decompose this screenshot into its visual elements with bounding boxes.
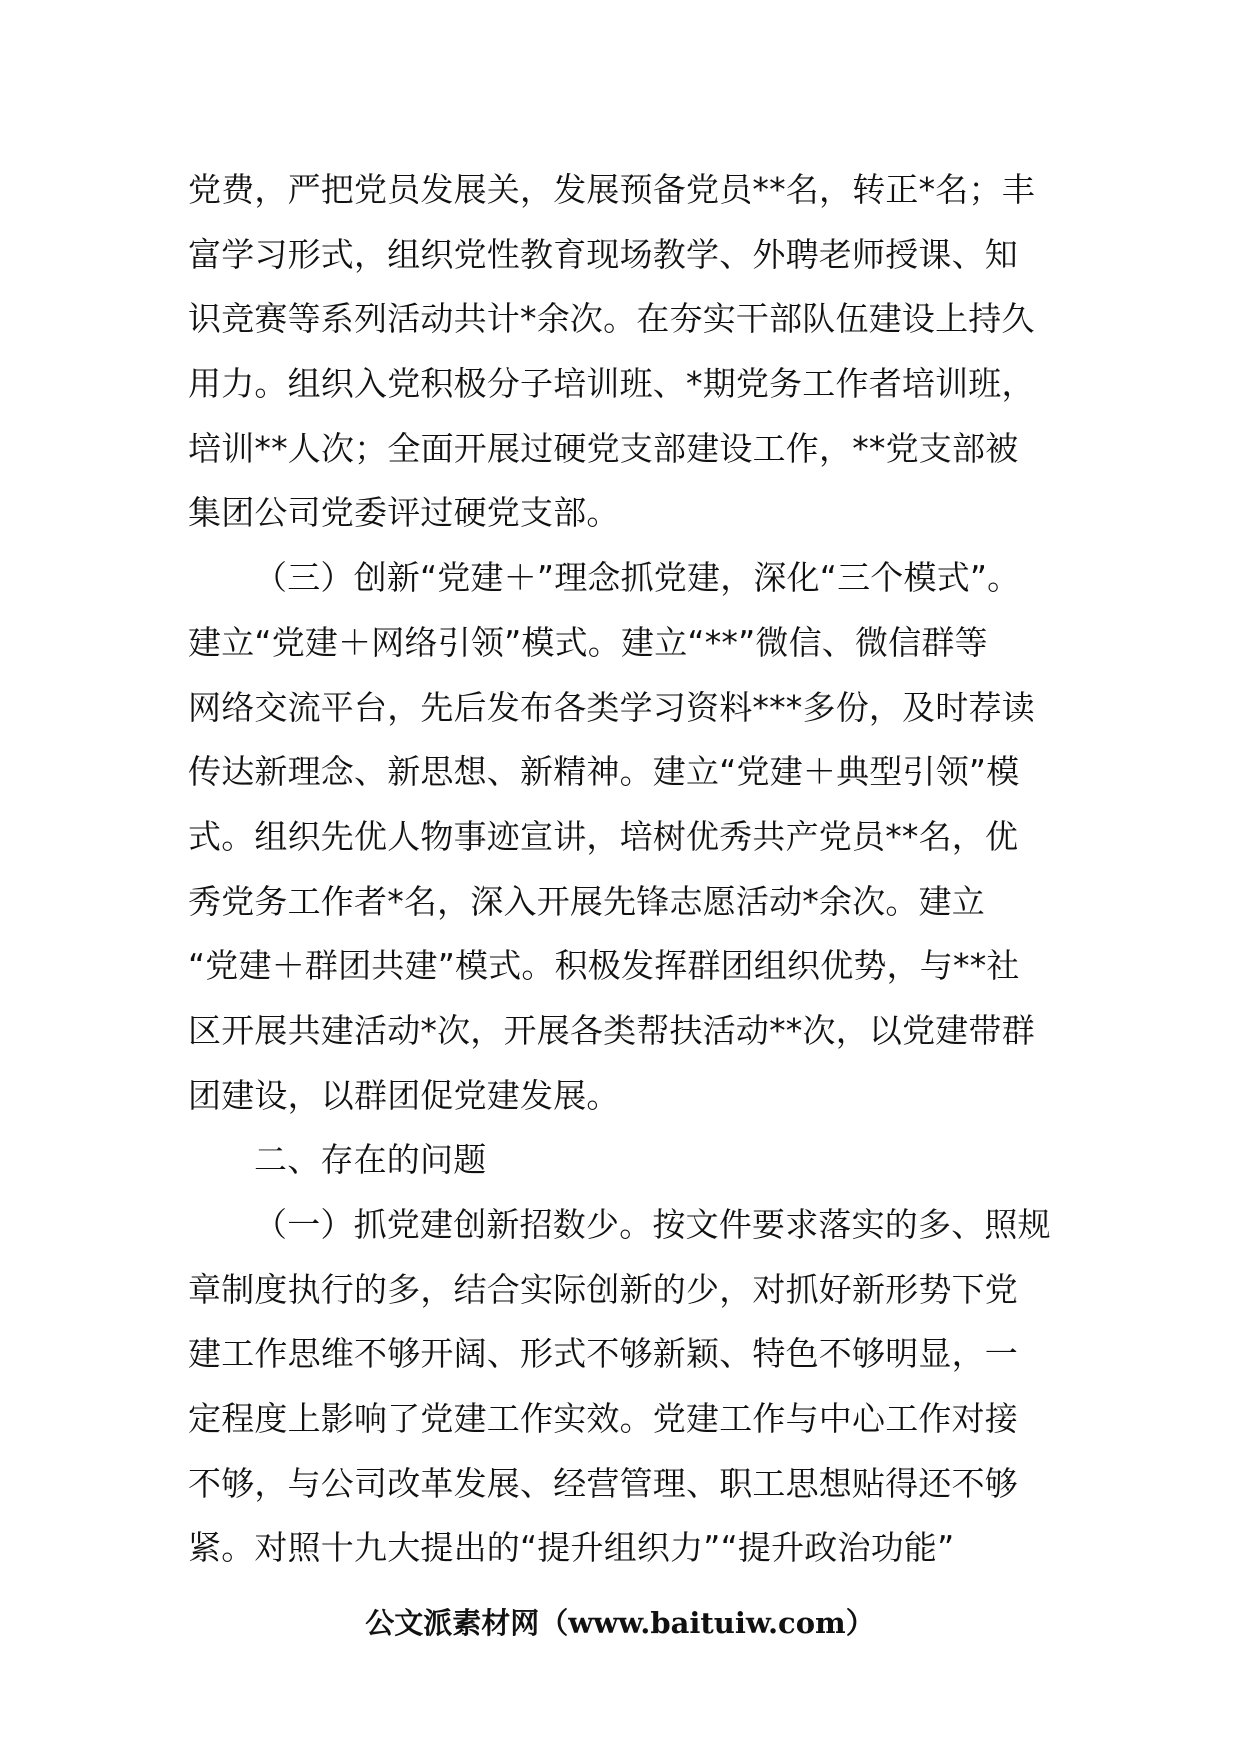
text-line: 党费，严把党员发展关，发展预备党员**名，转正*名；丰 — [188, 170, 1035, 209]
section-heading-problems: 二、存在的问题 — [254, 1140, 487, 1180]
text-line: 集团公司党委评过硬党支部。 — [188, 493, 620, 533]
text-line: 用力。组织入党积极分子培训班、*期党务工作者培训班， — [188, 364, 1035, 404]
text-line: 不够，与公司改革发展、经营管理、职工思想贴得还不够 — [188, 1463, 1018, 1503]
text-line: 识竞赛等系列活动共计*余次。在夯实干部队伍建设上持久 — [188, 299, 1035, 339]
text-line: 定程度上影响了党建工作实效。党建工作与中心工作对接 — [188, 1399, 1018, 1439]
text-line: 秀党务工作者*名，深入开展先锋志愿活动*余次。建立 — [188, 881, 985, 921]
section-heading-innovation: （三）创新“党建＋”理念抓党建，深化“三个模式”。 — [254, 558, 1021, 598]
text-line: 建立“党建＋网络引领”模式。建立“**”微信、微信群等 — [188, 622, 988, 662]
subsection-heading: （一）抓党建创新招数少。按文件要求落实的多、照规 — [254, 1205, 1051, 1244]
text-line: 富学习形式，组织党性教育现场教学、外聘老师授课、知 — [188, 234, 1018, 274]
text-line: 章制度执行的多，结合实际创新的少，对抓好新形势下党 — [188, 1269, 1018, 1309]
text-line: 紧。对照十九大提出的“提升组织力”“提升政治功能” — [188, 1528, 955, 1568]
text-line: 传达新理念、新思想、新精神。建立“党建＋典型引领”模 — [188, 752, 1020, 792]
text-line: 培训**人次；全面开展过硬党支部建设工作，**党支部被 — [188, 428, 1019, 468]
text-line: “党建＋群团共建”模式。积极发挥群团组织优势，与**社 — [188, 946, 1020, 986]
footer-watermark: 公文派素材网（www.baituiw.com） — [365, 1606, 875, 1640]
text-line: 网络交流平台，先后发布各类学习资料***多份，及时荐读 — [188, 687, 1035, 727]
text-line: 区开展共建活动*次，开展各类帮扶活动**次，以党建带群 — [188, 1010, 1035, 1050]
text-line: 式。组织先优人物事迹宣讲，培树优秀共产党员**名，优 — [188, 816, 1019, 856]
text-line: 建工作思维不够开阔、形式不够新颖、特色不够明显，一 — [188, 1334, 1018, 1374]
document-body — [188, 158, 1060, 1581]
text-line: 团建设，以群团促党建发展。 — [188, 1075, 620, 1115]
